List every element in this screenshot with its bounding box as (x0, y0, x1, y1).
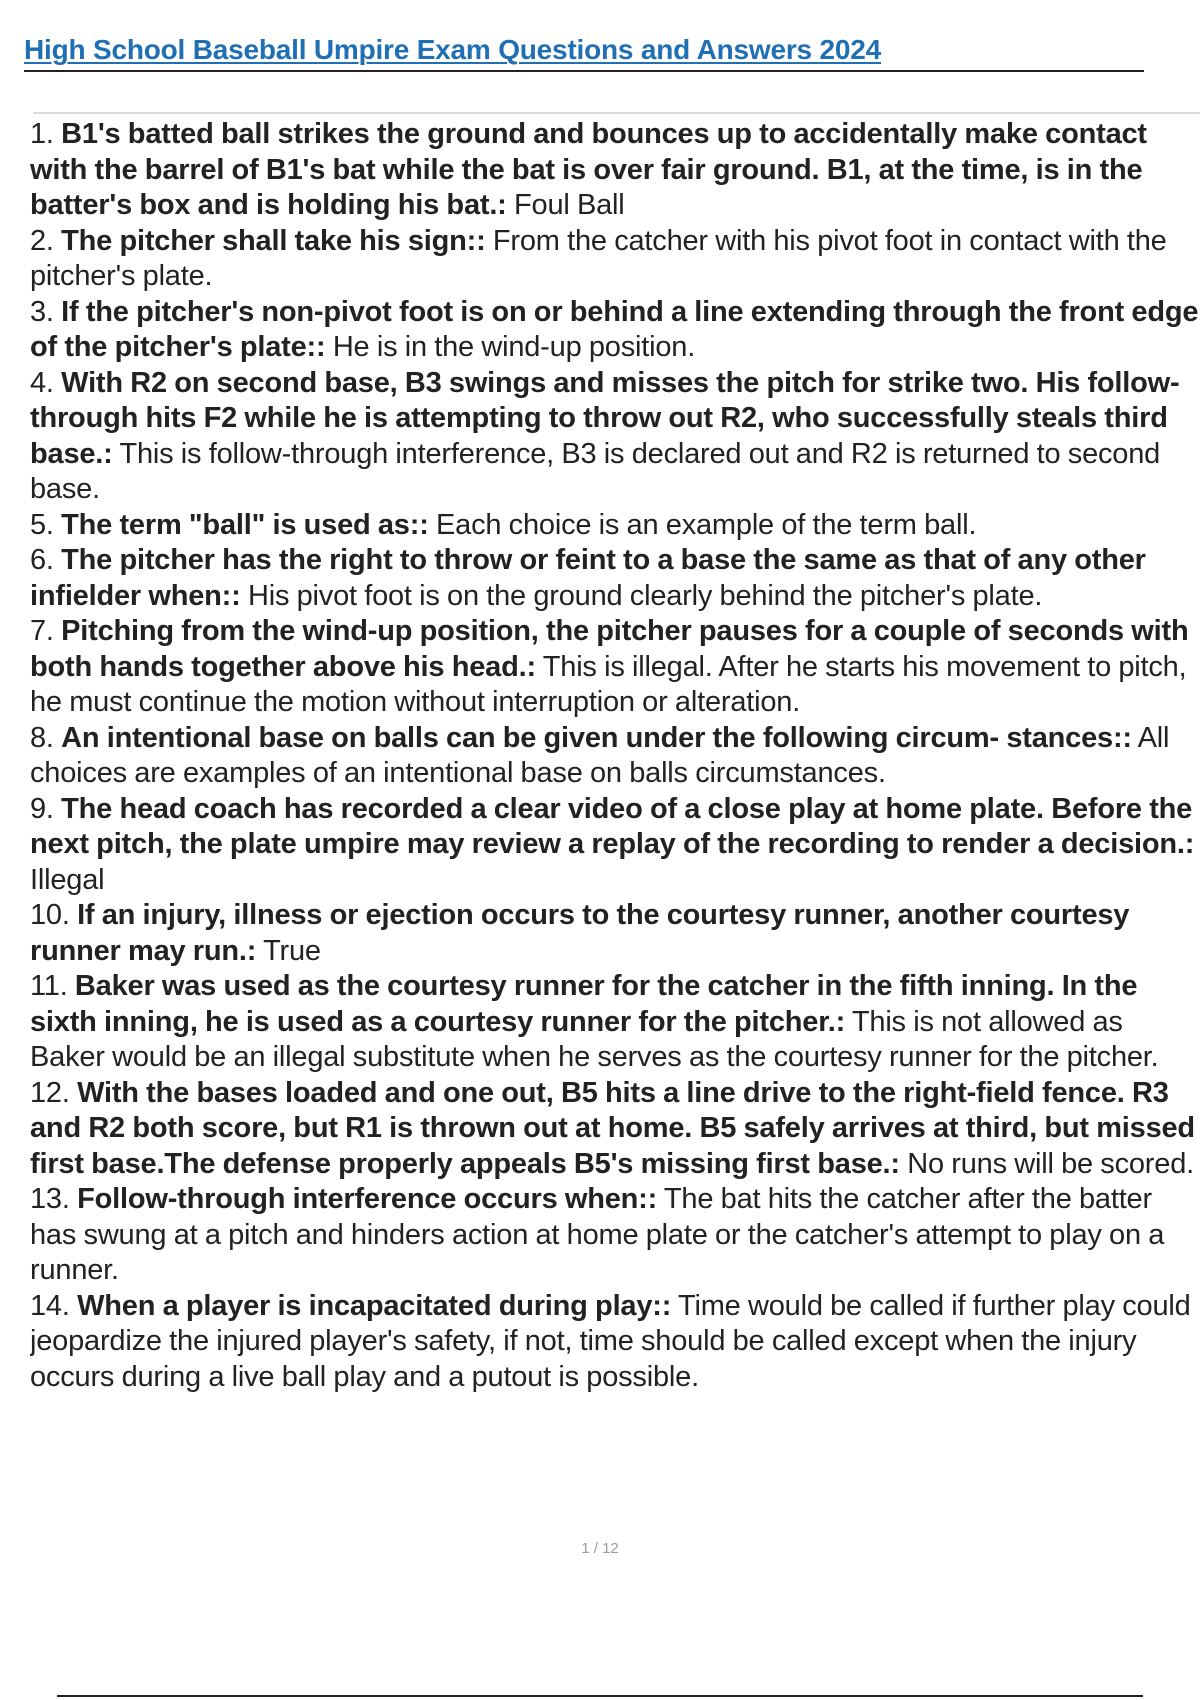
bottom-divider (57, 1695, 1143, 1697)
qa-number: 14. (30, 1289, 70, 1322)
qa-question: The term "ball" is used as:: (61, 508, 429, 541)
qa-number: 11. (30, 970, 68, 1002)
qa-item (30, 366, 1200, 508)
qa-item (30, 508, 1200, 544)
qa-number: 6. (30, 544, 54, 576)
qa-question: Baker was used as the courtesy runner for the catcher in the fifth inning. In the sixth inning, he is used as a courtesy runner for the pitcher.: (30, 970, 1138, 1038)
qa-question: If an injury, illness or ejection occurs to the courtesy runner, another courtesy runner may run.: (30, 899, 1130, 967)
qa-answer: This is not allowed as Baker would be an illegal substitute when he serves as the courtesy runner for the pitcher. (30, 1005, 1159, 1073)
qa-question: If the pitcher's non-pivot foot is on or behind a line extending through the front edge of the pitcher's plate:: (30, 295, 1199, 363)
qa-answer: No runs will be scored. (907, 1147, 1194, 1180)
qa-number: 3. (30, 295, 54, 328)
qa-question: When a player is incapacitated during play:: (77, 1289, 672, 1322)
qa-answer: All choices are examples of an intentional base on balls circumstances. (30, 721, 1170, 789)
qa-item (30, 1289, 1200, 1396)
title-bar (24, 30, 1144, 72)
qa-number: 7. (30, 615, 54, 647)
qa-question: B1's batted ball strikes the ground and bounces up to accidentally make contact with the barrel of B1's bat while the bat is over fair ground. B1, at the time, is in the batter's box and is holding his bat.: (30, 118, 1147, 221)
qa-item (30, 969, 1200, 1076)
qa-answer: He is in the wind-up position. (332, 331, 696, 363)
qa-number: 13. (30, 1183, 70, 1215)
qa-item (30, 117, 1200, 224)
qa-answer: Time would be called if further play could jeopardize the injured player's safety, if not, time should be called except when the injury occurs during a live ball play and a putout is possible. (30, 1289, 1191, 1393)
qa-answer: Illegal (30, 863, 105, 896)
document-title[interactable]: High School Baseball Umpire Exam Questions and Answers 2024 (24, 34, 881, 65)
qa-question: With R2 on second base, B3 swings and misses the pitch for strike two. His follow-through hits F2 while he is attempting to throw out R2, who successfully steals third base.: (30, 366, 1180, 470)
qa-question: The head coach has recorded a clear video of a close play at home plate. Before the next pitch, the plate umpire may review a replay of the recording to render a decision.: (30, 792, 1195, 860)
qa-answer: This is follow-through interference, B3 is declared out and R2 is returned to second base. (30, 437, 1161, 505)
qa-item (30, 295, 1200, 366)
qa-question: Pitching from the wind-up position, the pitcher pauses for a couple of seconds with both hands together above his head.: (30, 615, 1189, 683)
qa-number: 8. (30, 721, 54, 754)
qa-item (30, 898, 1200, 969)
qa-answer: This is illegal. After he starts his movement to pitch, he must continue the motion without interruption or alteration. (30, 650, 1187, 718)
qa-answer: His pivot foot is on the ground clearly behind the pitcher's plate. (247, 579, 1043, 612)
qa-number: 4. (30, 366, 54, 399)
qa-list (30, 117, 1200, 1517)
qa-answer: Each choice is an example of the term ball. (436, 508, 977, 541)
qa-question: With the bases loaded and one out, B5 hits a line drive to the right-field fence. R3 and R2 both score, but R1 is thrown out at home. B5 safely arrives at third, but missed first base.The defense properly appeals B5's missing first base.: (30, 1076, 1195, 1180)
qa-question: The pitcher shall take his sign:: (61, 224, 486, 257)
qa-item (30, 1182, 1200, 1289)
qa-question: The pitcher has the right to throw or feint to a base the same as that of any other infielder when:: (30, 544, 1146, 612)
qa-number: 1. (30, 118, 54, 150)
qa-number: 9. (30, 792, 54, 825)
qa-number: 12. (30, 1076, 70, 1109)
qa-answer: True (263, 934, 321, 967)
qa-answer: From the catcher with his pivot foot in contact with the pitcher's plate. (30, 224, 1167, 292)
qa-item (30, 543, 1200, 614)
qa-question: An intentional base on balls can be given under the following circum- stances:: (61, 721, 1132, 754)
title-divider (33, 112, 1200, 114)
qa-item (30, 792, 1200, 899)
qa-item (30, 721, 1200, 792)
qa-number: 10. (30, 899, 70, 931)
qa-answer: Foul Ball (514, 189, 625, 221)
qa-answer: The bat hits the catcher after the batter has swung at a pitch and hinders action at home plate or the catcher's attempt to play on a runner. (30, 1183, 1165, 1286)
qa-item (30, 614, 1200, 721)
qa-number: 5. (30, 508, 54, 541)
qa-question: Follow-through interference occurs when:: (77, 1183, 658, 1215)
page-indicator: 1 / 12 (581, 1540, 619, 1557)
qa-item (30, 1076, 1200, 1183)
qa-number: 2. (30, 224, 54, 257)
qa-item (30, 224, 1200, 295)
